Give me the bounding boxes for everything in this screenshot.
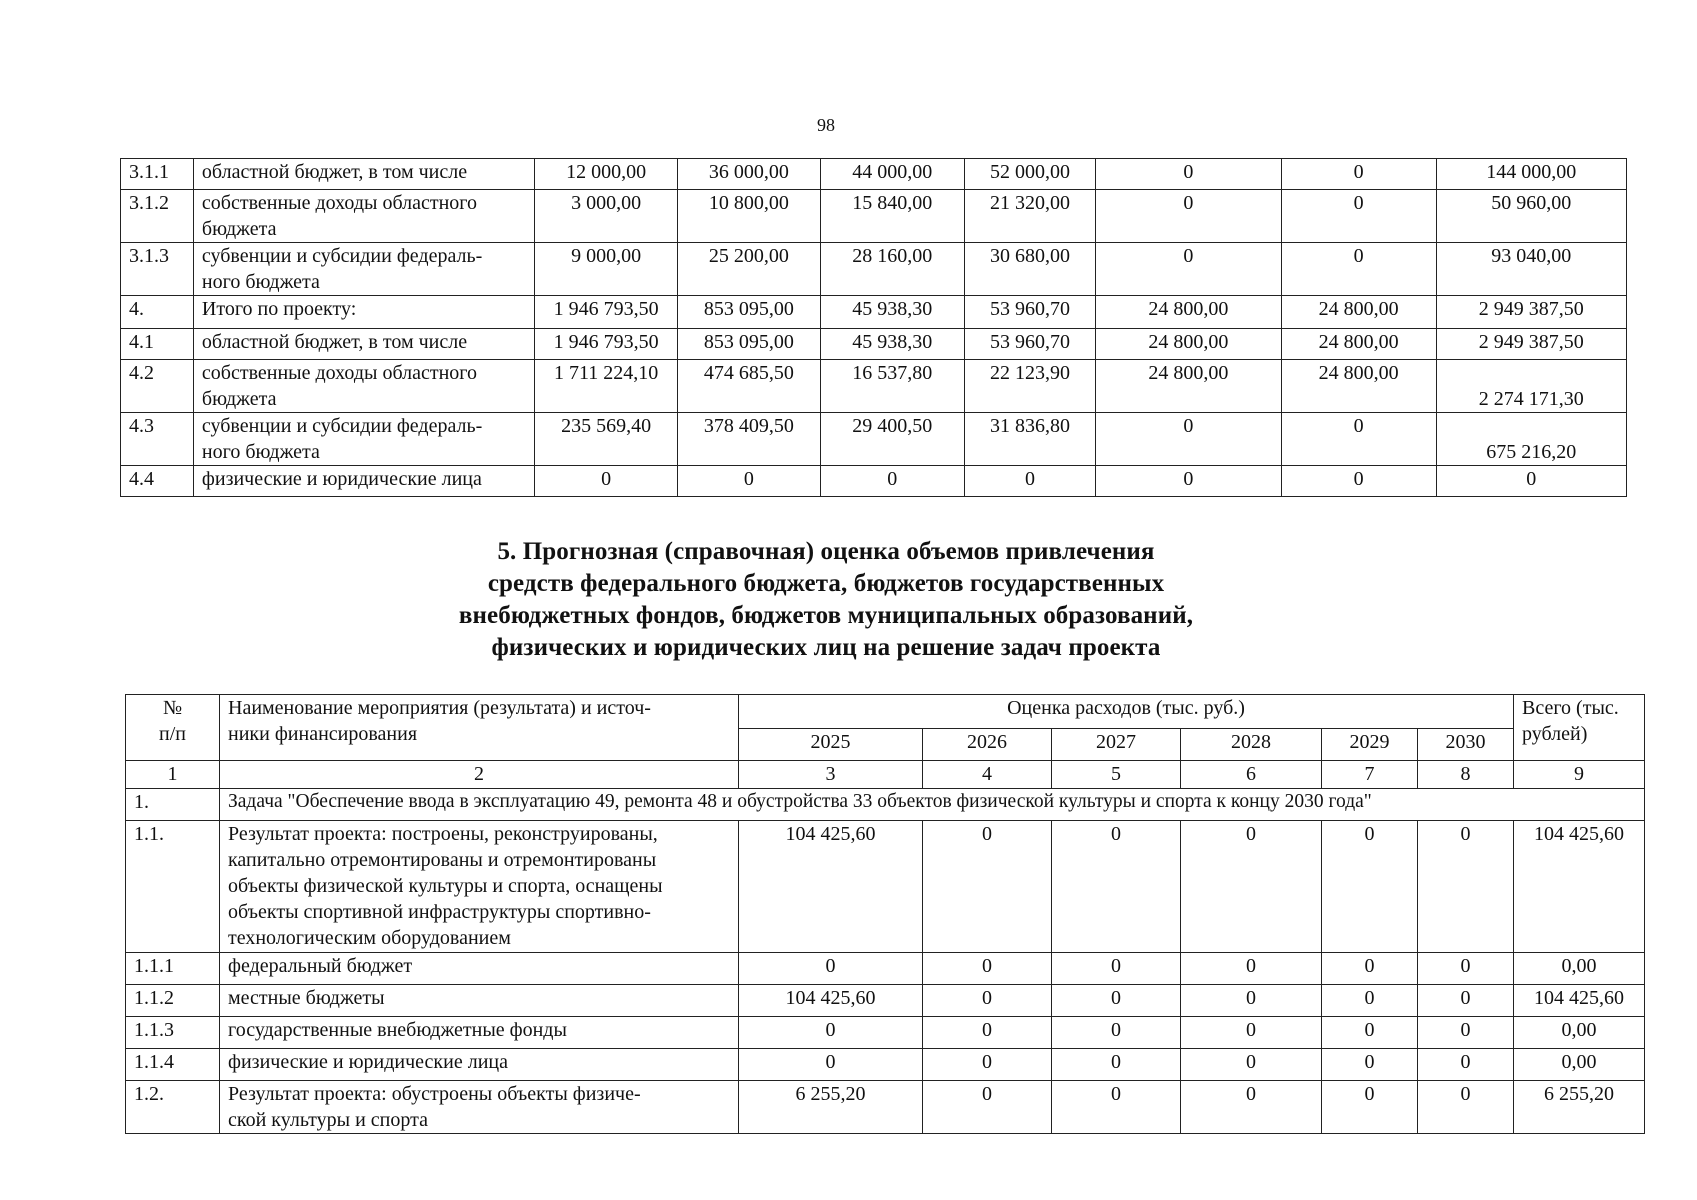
row-value: 10 800,00 <box>678 190 821 243</box>
row-total: 2 949 387,50 <box>1436 296 1626 329</box>
header-total <box>1514 695 1645 761</box>
row-name-line: технологическим оборудованием <box>228 927 511 949</box>
header-name-line2: ники финансирования <box>228 723 418 745</box>
row-value: 853 095,00 <box>678 329 821 360</box>
row-value: 0 <box>1096 159 1281 190</box>
row-value: 0 <box>1181 1049 1322 1081</box>
row-value: 0 <box>739 953 923 985</box>
row-name <box>220 953 739 985</box>
header-name <box>220 695 739 761</box>
table-row <box>121 296 1627 329</box>
column-number: 9 <box>1514 761 1645 789</box>
row-name-line: Итого по проекту: <box>201 298 357 320</box>
header-total-line2: рублей) <box>1522 723 1588 745</box>
section-title-line: физических и юридических лиц на решение задач проекта <box>491 634 1161 661</box>
row-id: 1.1.4 <box>126 1049 220 1081</box>
table-row <box>126 1049 1645 1081</box>
row-name-line: объекты физической культуры и спорта, оснащены <box>228 875 663 897</box>
row-value: 0 <box>1052 985 1181 1017</box>
table-row <box>121 190 1627 243</box>
row-value: 0 <box>1322 953 1418 985</box>
row-value: 6 255,20 <box>739 1081 923 1134</box>
column-number: 3 <box>739 761 923 789</box>
row-value: 31 836,80 <box>964 413 1096 466</box>
table-row <box>121 466 1627 497</box>
row-name <box>193 296 534 329</box>
row-value: 0 <box>1052 1017 1181 1049</box>
row-value: 0 <box>1322 821 1418 953</box>
row-value: 0 <box>1181 1081 1322 1134</box>
column-number: 7 <box>1322 761 1418 789</box>
header-no-line2: п/п <box>159 723 186 745</box>
row-id: 1.1.2 <box>126 985 220 1017</box>
row-total: 2 274 171,30 <box>1436 360 1626 413</box>
column-number: 1 <box>126 761 220 789</box>
row-value: 0 <box>1322 1049 1418 1081</box>
row-value: 24 800,00 <box>1096 329 1281 360</box>
row-value: 0 <box>1096 190 1281 243</box>
row-value: 0 <box>923 953 1052 985</box>
table-row <box>121 159 1627 190</box>
row-id: 1.1.3 <box>126 1017 220 1049</box>
row-id: 4.4 <box>121 466 194 497</box>
row-name-line: государственные внебюджетные фонды <box>228 1019 567 1041</box>
row-value: 53 960,70 <box>964 329 1096 360</box>
row-value: 36 000,00 <box>678 159 821 190</box>
row-value: 1 711 224,10 <box>535 360 678 413</box>
row-value: 0 <box>1418 821 1514 953</box>
header-no-line1: № <box>162 697 183 719</box>
row-name <box>193 329 534 360</box>
row-value: 0 <box>1418 1081 1514 1134</box>
row-value: 52 000,00 <box>964 159 1096 190</box>
column-number-row <box>126 761 1645 789</box>
row-value: 0 <box>923 1081 1052 1134</box>
row-value: 1 946 793,50 <box>535 329 678 360</box>
row-value: 0 <box>1181 985 1322 1017</box>
row-value: 0 <box>923 821 1052 953</box>
section-title-line: 5. Прогнозная (справочная) оценка объемов привлечения <box>497 538 1155 565</box>
row-value: 0 <box>1281 466 1436 497</box>
row-value: 104 425,60 <box>739 821 923 953</box>
row-value: 0 <box>739 1017 923 1049</box>
row-name-line: собственные доходы областного <box>201 192 478 214</box>
row-name <box>220 1081 739 1134</box>
row-name-line: Результат проекта: обустроены объекты физиче- <box>228 1083 641 1105</box>
row-id: 3.1.1 <box>121 159 194 190</box>
row-value: 0 <box>1281 190 1436 243</box>
row-value: 45 938,30 <box>820 329 964 360</box>
row-value: 0 <box>923 985 1052 1017</box>
row-name-line: Результат проекта: построены, реконструированы, <box>228 823 658 845</box>
header-year: 2030 <box>1418 729 1514 761</box>
row-value: 0 <box>678 466 821 497</box>
row-id: 4.1 <box>121 329 194 360</box>
row-value: 12 000,00 <box>535 159 678 190</box>
row-value: 9 000,00 <box>535 243 678 296</box>
row-value: 0 <box>1052 1081 1181 1134</box>
table-row <box>121 329 1627 360</box>
row-name-line: ного бюджета <box>201 271 320 293</box>
row-name-line: бюджета <box>201 388 277 410</box>
table-row <box>126 985 1645 1017</box>
row-value: 0 <box>820 466 964 497</box>
row-value: 0 <box>964 466 1096 497</box>
row-id: 1.1.1 <box>126 953 220 985</box>
row-value: 3 000,00 <box>535 190 678 243</box>
header-no <box>126 695 220 761</box>
row-name-line: местные бюджеты <box>228 987 385 1009</box>
row-total: 6 255,20 <box>1514 1081 1645 1134</box>
row-value: 378 409,50 <box>678 413 821 466</box>
section-title <box>0 536 1652 664</box>
header-year: 2026 <box>923 729 1052 761</box>
row-name-line: субвенции и субсидии федераль- <box>201 415 483 437</box>
row-value: 16 537,80 <box>820 360 964 413</box>
row-id: 4.2 <box>121 360 194 413</box>
row-value: 28 160,00 <box>820 243 964 296</box>
row-value: 0 <box>1096 243 1281 296</box>
section-title-line: средств федерального бюджета, бюджетов государственных <box>487 570 1165 597</box>
row-value: 45 938,30 <box>820 296 964 329</box>
row-id: 1.2. <box>126 1081 220 1134</box>
task-text: Задача "Обеспечение ввода в эксплуатацию 49, ремонта 48 и обустройства 33 объектов физической культуры и спорта к концу 2030 года" <box>220 789 1645 821</box>
row-total: 0,00 <box>1514 1017 1645 1049</box>
row-name <box>220 985 739 1017</box>
row-value: 0 <box>1322 1017 1418 1049</box>
table-row <box>126 821 1645 953</box>
row-value: 0 <box>1052 953 1181 985</box>
row-name <box>220 1049 739 1081</box>
row-value: 0 <box>739 1049 923 1081</box>
row-value: 104 425,60 <box>739 985 923 1017</box>
table-row <box>121 243 1627 296</box>
row-value: 0 <box>1096 413 1281 466</box>
row-value: 25 200,00 <box>678 243 821 296</box>
row-id: 4.3 <box>121 413 194 466</box>
row-total: 0,00 <box>1514 1049 1645 1081</box>
row-value: 29 400,50 <box>820 413 964 466</box>
header-cost: Оценка расходов (тыс. руб.) <box>739 695 1514 729</box>
task-id: 1. <box>126 789 220 821</box>
row-id: 3.1.3 <box>121 243 194 296</box>
task-row <box>126 789 1645 821</box>
header-year: 2025 <box>739 729 923 761</box>
row-name-line: объекты спортивной инфраструктуры спортивно- <box>228 901 651 923</box>
row-name-line: субвенции и субсидии федераль- <box>201 245 483 267</box>
row-value: 235 569,40 <box>535 413 678 466</box>
column-number: 8 <box>1418 761 1514 789</box>
row-name-line: федеральный бюджет <box>228 955 413 977</box>
row-value: 0 <box>1322 1081 1418 1134</box>
row-value: 0 <box>1181 953 1322 985</box>
row-value: 0 <box>1181 1017 1322 1049</box>
row-value: 21 320,00 <box>964 190 1096 243</box>
row-value: 53 960,70 <box>964 296 1096 329</box>
row-value: 0 <box>1281 413 1436 466</box>
row-name-line: собственные доходы областного <box>201 362 478 384</box>
row-name <box>220 821 739 953</box>
header-year: 2029 <box>1322 729 1418 761</box>
table-row <box>121 413 1627 466</box>
row-value: 15 840,00 <box>820 190 964 243</box>
row-name-line: физические и юридические лица <box>201 468 482 490</box>
row-value: 0 <box>1181 821 1322 953</box>
column-number: 2 <box>220 761 739 789</box>
column-number: 6 <box>1181 761 1322 789</box>
row-total: 93 040,00 <box>1436 243 1626 296</box>
row-value: 0 <box>923 1049 1052 1081</box>
row-name-line: ской культуры и спорта <box>228 1109 428 1131</box>
row-value: 0 <box>535 466 678 497</box>
row-value: 0 <box>1418 1017 1514 1049</box>
row-name <box>193 360 534 413</box>
header-year: 2028 <box>1181 729 1322 761</box>
row-value: 24 800,00 <box>1281 360 1436 413</box>
row-value: 0 <box>1281 243 1436 296</box>
section-title-line: внебюджетных фондов, бюджетов муниципальных образований, <box>458 602 1194 629</box>
row-value: 0 <box>1418 953 1514 985</box>
row-value: 24 800,00 <box>1096 360 1281 413</box>
row-value: 30 680,00 <box>964 243 1096 296</box>
row-id: 3.1.2 <box>121 190 194 243</box>
row-value: 853 095,00 <box>678 296 821 329</box>
row-total: 144 000,00 <box>1436 159 1626 190</box>
header-name-line1: Наименование мероприятия (результата) и источ- <box>228 697 651 719</box>
table-row <box>126 1017 1645 1049</box>
table-row <box>126 953 1645 985</box>
row-total: 0 <box>1436 466 1626 497</box>
row-value: 22 123,90 <box>964 360 1096 413</box>
budget-table-continued <box>120 158 1627 497</box>
header-total-line1: Всего (тыс. <box>1522 697 1619 719</box>
forecast-table <box>125 694 1645 1134</box>
row-total: 50 960,00 <box>1436 190 1626 243</box>
row-value: 0 <box>1052 821 1181 953</box>
row-name-line: бюджета <box>201 218 277 240</box>
row-name-line: капитально отремонтированы и отремонтированы <box>228 849 657 871</box>
row-name-line: ного бюджета <box>201 441 320 463</box>
row-name-line: областной бюджет, в том числе <box>201 161 468 183</box>
row-total: 0,00 <box>1514 953 1645 985</box>
row-value: 44 000,00 <box>820 159 964 190</box>
row-value: 24 800,00 <box>1281 329 1436 360</box>
row-name <box>193 413 534 466</box>
row-value: 0 <box>1052 1049 1181 1081</box>
row-value: 0 <box>1418 985 1514 1017</box>
header-year: 2027 <box>1052 729 1181 761</box>
row-name <box>220 1017 739 1049</box>
row-value: 0 <box>1322 985 1418 1017</box>
row-name-line: физические и юридические лица <box>228 1051 508 1073</box>
row-total: 675 216,20 <box>1436 413 1626 466</box>
row-id: 1.1. <box>126 821 220 953</box>
row-value: 0 <box>1096 466 1281 497</box>
row-name <box>193 466 534 497</box>
row-id: 4. <box>121 296 194 329</box>
table-row <box>121 360 1627 413</box>
row-total: 104 425,60 <box>1514 985 1645 1017</box>
row-value: 24 800,00 <box>1096 296 1281 329</box>
row-name-line: областной бюджет, в том числе <box>201 331 468 353</box>
column-number: 4 <box>923 761 1052 789</box>
row-name <box>193 190 534 243</box>
row-total: 104 425,60 <box>1514 821 1645 953</box>
row-value: 0 <box>1281 159 1436 190</box>
row-value: 0 <box>1418 1049 1514 1081</box>
table-row <box>126 1081 1645 1134</box>
row-name <box>193 159 534 190</box>
row-value: 0 <box>923 1017 1052 1049</box>
row-value: 24 800,00 <box>1281 296 1436 329</box>
column-number: 5 <box>1052 761 1181 789</box>
row-value: 1 946 793,50 <box>535 296 678 329</box>
row-total: 2 949 387,50 <box>1436 329 1626 360</box>
row-name <box>193 243 534 296</box>
page-number: 98 <box>817 115 835 135</box>
row-value: 474 685,50 <box>678 360 821 413</box>
